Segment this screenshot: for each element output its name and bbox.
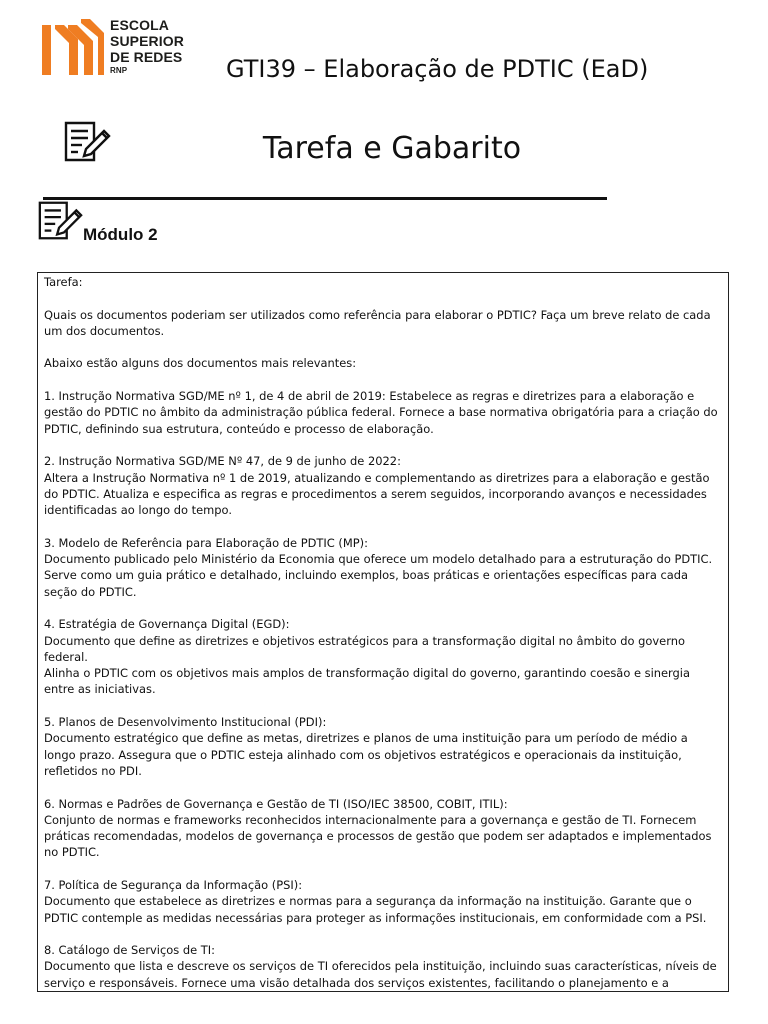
rnp-logo — [42, 17, 192, 77]
list-item — [44, 616, 722, 697]
list-item-heading: 4. Estratégia de Governança Digital (EGD): — [44, 617, 290, 632]
list-item — [44, 942, 722, 991]
list-item-heading: 5. Planos de Desenvolvimento Institucional (PDI): — [44, 715, 327, 730]
list-item-text: Documento que lista e descreve os serviços de TI oferecidos pela instituição, incluindo suas características, níveis de serviço e responsáveis. Fornece uma visão detalhada dos serviços existentes, facilitando o planejamento e a — [44, 959, 717, 990]
list-item — [44, 796, 722, 861]
list-item-heading: 2. Instrução Normativa SGD/ME Nº 47, de 9 de junho de 2022: — [44, 454, 401, 469]
logo-wordmark — [110, 17, 184, 76]
list-item — [44, 388, 722, 437]
list-item — [44, 877, 722, 926]
logo-line-2: SUPERIOR — [110, 33, 184, 49]
list-item-text: Documento que define as diretrizes e objetivos estratégicos para a transformação digital no âmbito do governo federal. — [44, 633, 685, 664]
list-item — [44, 535, 722, 600]
document-edit-icon — [36, 199, 84, 247]
list-item-text: Documento publicado pelo Ministério da Economia que oferece um modelo detalhado para a estruturação do PDTIC. Serve como um guia prático e detalhado, incluindo exemplos, boas práticas e orientações específicas para cada seção do PDTIC. — [44, 552, 713, 599]
logo-line-3: DE REDES — [110, 49, 183, 65]
task-label: Tarefa: — [44, 275, 83, 289]
module-heading: Módulo 2 — [83, 225, 158, 244]
logo-mark-icon — [42, 17, 104, 77]
list-item-text: Documento estratégico que define as metas, diretrizes e planos de uma instituição para um período de médio a longo prazo. Assegura que o PDTIC esteja alinhado com os objetivos estratégicos e operacionais da instituição, refletidos no PDI. — [44, 731, 688, 778]
list-item-heading: 3. Modelo de Referência para Elaboração de PDTIC (MP): — [44, 535, 368, 550]
list-item-text: Alinha o PDTIC com os objetivos mais amplos de transformação digital do governo, garantindo coesão e sinergia entre as iniciativas. — [44, 666, 690, 697]
list-item-heading: 1. Instrução Normativa SGD/ME nº 1, de 4 de abril de 2019: Estabelece as regras e diretrizes para a elaboração e gestão do PDTIC no âmbito da administração pública federal. Fornece a base normativa obrigatória para a criação do PDTIC, definindo sua estrutura, conteúdo e processo de elaboração. — [44, 389, 718, 436]
logo-line-1: ESCOLA — [110, 17, 169, 33]
page-title: Tarefa e Gabarito — [262, 131, 522, 166]
logo-line-4: RNP — [110, 66, 128, 75]
task-box — [37, 272, 729, 992]
list-item-text: Documento que estabelece as diretrizes e normas para a segurança da informação na instituição. Garante que o PDTIC contemple as medidas necessárias para proteger as informações institucionais, em conformidade com a PSI. — [44, 894, 707, 925]
list-item — [44, 714, 722, 779]
task-intro: Abaixo estão alguns dos documentos mais relevantes: — [44, 356, 357, 371]
list-item — [44, 453, 722, 518]
list-item-heading: 7. Política de Segurança da Informação (PSI): — [44, 877, 303, 892]
course-title: GTI39 – Elaboração de PDTIC (EaD) — [226, 55, 649, 83]
task-question: Quais os documentos poderiam ser utilizados como referência para elaborar o PDTIC? Faça um breve relato de cada um dos documentos. — [44, 307, 711, 338]
document-list — [44, 388, 722, 991]
list-item-heading: 6. Normas e Padrões de Governança e Gestão de TI (ISO/IEC 38500, COBIT, ITIL): — [44, 796, 508, 811]
list-item-text: Conjunto de normas e frameworks reconhecidos internacionalmente para a governança e gestão de TI. Fornecem práticas recomendadas, modelos de governança e processos de gestão que podem ser adaptados e implementados no PDTIC. — [44, 812, 712, 860]
title-divider — [43, 197, 607, 200]
list-item-text: Altera a Instrução Normativa nº 1 de 2019, atualizando e complementando as diretrizes para a elaboração e gestão do PDTIC. Atualiza e especifica as regras e procedimentos a serem seguidos, incorporando avanços e necessidades identificadas ao longo do tempo. — [44, 470, 710, 518]
list-item-heading: 8. Catálogo de Serviços de TI: — [44, 943, 216, 958]
